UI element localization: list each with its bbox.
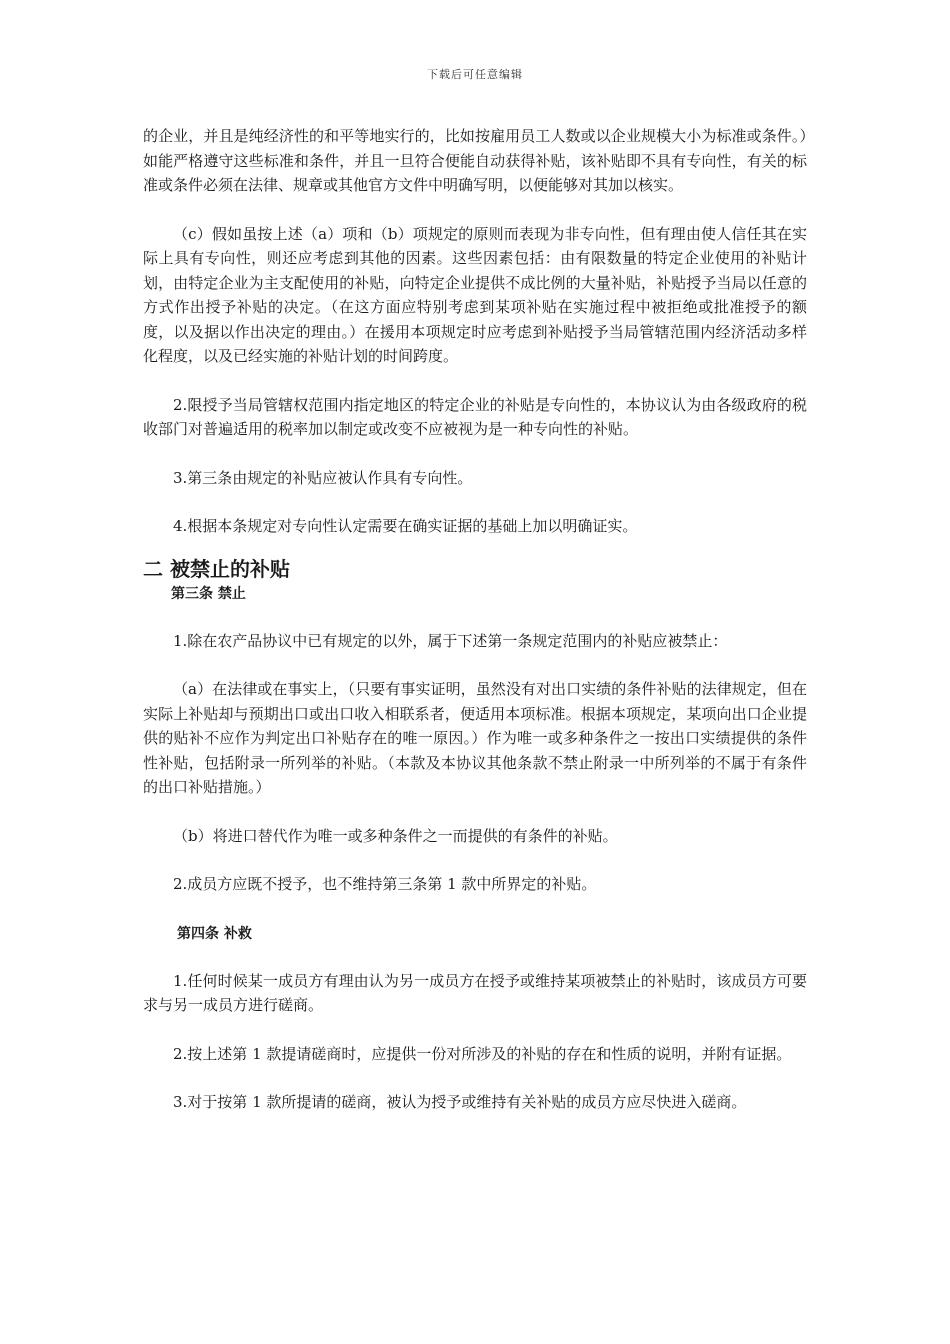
paragraph-article3-item-a: （a）在法律或在事实上，（只要有事实证明，虽然没有对出口实绩的条件补贴的法律规定，但在实际上补贴却与预期出口或出口收入相联系者，便适用本项标准。根据本项规定，某项向出口企业提供的贴补不应作为判定出口补贴存在的唯一原因。）作为唯一或多种条件之一按出口实绩提供的条件性补贴，包括附录一所列举的补贴。（本款及本协议其他条款不禁止附录一中所列举的不属于有条件的出口补贴措施。）: [143, 680, 807, 796]
paragraph-article4-clause-2: 2.按上述第 1 款提请磋商时，应提供一份对所涉及的补贴的存在和性质的说明，并附有证据。: [173, 1044, 792, 1063]
paragraph-clause-2: 2.限授予当局管辖权范围内指定地区的特定企业的补贴是专向性的，本协议认为由各级政府的税收部门对普遍适用的税率加以制定或改变不应被视为是一种专向性的补贴。: [143, 395, 807, 438]
paragraph-clause-3: 3.第三条由规定的补贴应被认作具有专向性。: [173, 468, 473, 487]
paragraph-item-c: （c）假如虽按上述（a）项和（b）项规定的原则而表现为非专向性，但有理由使人信任其在实际上具有专向性，则还应考虑到其他的因素。这些因素包括：由有限数量的特定企业使用的补贴计划，由特定企业为主支配使用的补贴，向特定企业提供不成比例的大量补贴，补贴授予当局以任意的方式作出授予补贴的决定。（在这方面应特别考虑到某项补贴在实施过程中被拒绝或批准授予的额度，以及据以作出决定的理由。）在援用本项规定时应考虑到补贴授予当局管辖范围内经济活动多样化程度，以及已经实施的补贴计划的时间跨度。: [143, 224, 807, 365]
section-heading: 二 被禁止的补贴: [143, 556, 290, 581]
page-header: 下载后可任意编辑: [427, 68, 523, 81]
paragraph-clause-4: 4.根据本条规定对专向性认定需要在确实证据的基础上加以明确证实。: [173, 517, 638, 535]
article-4-heading: 第四条 补救: [177, 925, 252, 942]
paragraph-article3-clause-1: 1.除在农产品协议中已有规定的以外，属于下述第一条规定范围内的补贴应被禁止：: [173, 631, 728, 650]
paragraph-article4-clause-3: 3.对于按第 1 款所提请的磋商，被认为授予或维持有关补贴的成员方应尽快进入磋商。: [173, 1093, 747, 1111]
article-3-heading: 第三条 禁止: [171, 585, 246, 602]
paragraph-article3-item-b: （b）将进口替代作为唯一或多种条件之一而提供的有条件的补贴。: [173, 826, 618, 845]
paragraph-continued: 的企业，并且是纯经济性的和平等地实行的，比如按雇用员工人数或以企业规模大小为标准或条件。）如能严格遵守这些标准和条件，并且一旦符合便能自动获得补贴，该补贴即不具有专向性，有关的标准或条件必须在法律、规章或其他官方文件中明确写明，以便能够对其加以核实。: [143, 127, 807, 194]
paragraph-article3-clause-2: 2.成员方应既不授予，也不维持第三条第 1 款中所界定的补贴。: [173, 875, 597, 893]
paragraph-article4-clause-1: 1.任何时候某一成员方有理由认为另一成员方在授予或维持某项被禁止的补贴时，该成员方可要求与另一成员方进行磋商。: [143, 971, 807, 1014]
document-body: [143, 124, 807, 1115]
